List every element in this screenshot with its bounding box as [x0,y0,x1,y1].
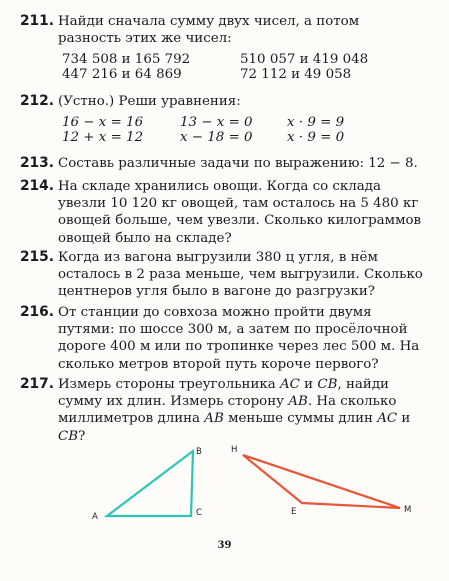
equation: 13 − x = 0 [180,115,253,130]
triangle-hem [243,455,400,508]
vertex-label-c: C [196,508,202,518]
vertex-label-e: E [291,507,297,517]
vertex-label-b: B [196,447,202,457]
problem-number: 214. [19,178,54,194]
problem-text: Составь различные задачи по выражению: 12 − 8. [58,156,418,171]
page-number: 39 [217,540,232,551]
equation: 16 − x = 16 [62,115,144,130]
number-pair: 510 057 и 419 048 [240,52,369,67]
problem-number: 213. [19,155,54,171]
equation: x · 9 = 9 [287,115,345,130]
problem-number: 212. [19,93,54,109]
triangle-abc [107,451,193,516]
problem-number: 217. [19,376,54,392]
number-pair: 447 216 и 64 869 [62,67,182,82]
problem-text: От станции до совхоза можно пройти двумя путями: по шоссе 300 м, а затем по просёлочной дороге 400 м или по тропинке через лес 500 м. На сколько метров второй путь короче первого? [58,305,420,372]
problem-text: (Устно.) Реши уравнения: [58,94,241,109]
number-pair: 734 508 и 165 792 [62,52,191,67]
problem-text: Когда из вагона выгрузили 380 ц угля, в нём осталось в 2 раза меньше, чем выгрузили. Сколько центнеров угля было в вагоне до разгрузки? [58,250,423,300]
problem-text: На складе хранились овощи. Когда со склада увезли 10 120 кг овощей, там осталось на 5 480 кг овощей больше, чем увезли. Сколько килограммов овощей было на складе? [58,179,422,246]
vertex-label-m: M [404,505,412,515]
vertex-label-a: A [92,512,98,522]
problem-text: Найди сначала сумму двух чисел, а потом разность этих же чисел: [58,14,360,47]
equation: x − 18 = 0 [180,130,253,145]
problem-number: 215. [19,249,54,265]
problem-number: 216. [19,304,54,320]
problem-number: 211. [19,13,54,29]
number-pair: 72 112 и 49 058 [240,67,352,82]
problem-text: Измерь стороны треугольника AC и CB, найди сумму их длин. Измерь сторону AB. На сколько миллиметров длина AB меньше суммы длин AC и CB? [58,377,411,444]
vertex-label-h: H [231,445,238,455]
equation: x · 9 = 0 [287,130,345,145]
equation: 12 + x = 12 [62,130,144,145]
